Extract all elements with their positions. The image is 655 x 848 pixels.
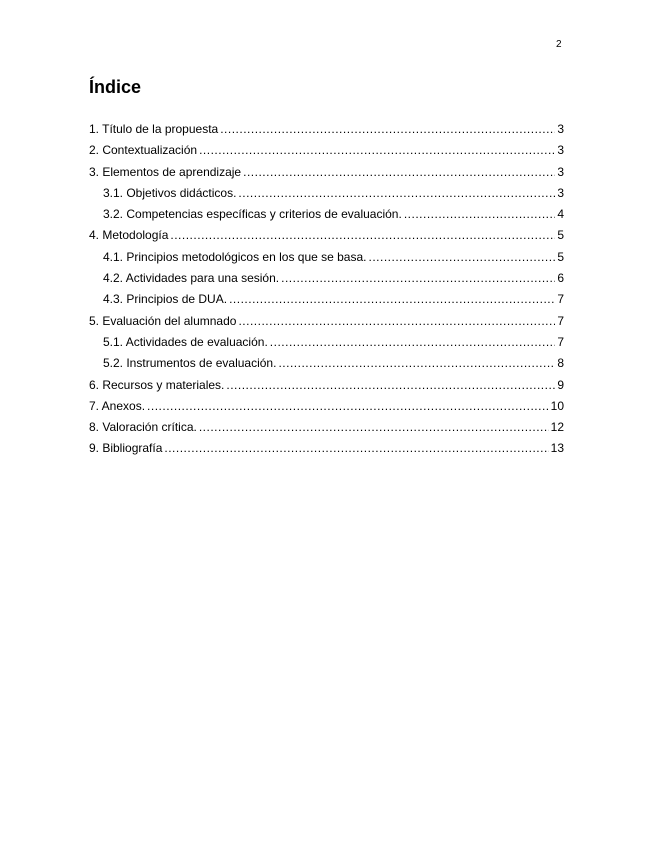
toc-entry[interactable] [89,268,564,289]
toc-dot-leader [238,183,555,204]
toc-entry-page: 12 [550,420,564,435]
toc-dot-leader [238,311,555,332]
toc-entry-page: 13 [550,441,564,456]
toc-entry-page: 6 [557,271,564,286]
toc-entry-label: 3.2. Competencias específicas y criterios de evaluación. [103,207,402,222]
toc-title: Índice [89,77,142,97]
page-number: 2 [556,39,562,50]
toc-entry-label: 5.2. Instrumentos de evaluación. [103,356,277,371]
toc-dot-leader [199,417,549,438]
toc-dot-leader [404,204,555,225]
toc-dot-leader [278,353,555,374]
toc-dot-leader [164,438,548,459]
toc-dot-leader [170,225,555,246]
toc-entry-page: 3 [557,122,564,136]
toc-entry[interactable] [89,183,564,204]
toc-entry-label: 5.1. Actividades de evaluación. [103,334,268,349]
toc-dot-leader [369,247,556,268]
toc-entry-page: 8 [557,356,564,371]
toc-entry[interactable] [89,311,564,332]
table-of-contents [89,119,564,460]
toc-entry-page: 3 [557,185,564,200]
toc-dot-leader [147,396,549,417]
toc-entry[interactable] [89,289,564,310]
toc-dot-leader [199,140,555,161]
toc-entry-label: 7. Anexos. [89,398,146,413]
toc-entry-page: 3 [557,164,564,179]
toc-entry-page: 4 [557,207,564,222]
toc-entry[interactable] [89,332,564,353]
toc-entry[interactable] [89,375,564,396]
toc-entry-page: 10 [550,398,564,413]
toc-entry-page: 5 [557,228,564,243]
toc-dot-leader [226,375,555,396]
toc-entry-page: 3 [557,143,564,158]
toc-dot-leader [229,289,555,310]
toc-entry[interactable] [89,119,564,140]
toc-entry-label: 4.3. Principios de DUA. [103,292,228,307]
toc-entry[interactable] [89,417,564,438]
toc-entry[interactable] [89,396,564,417]
toc-entry-label: 2. Contextualización [89,143,198,158]
toc-entry-label: 3. Elementos de aprendizaje [89,164,242,179]
toc-entry[interactable] [89,353,564,374]
toc-entry-page: 9 [557,377,564,392]
toc-entry-label: 3.1. Objetivos didácticos. [103,185,237,200]
toc-entry[interactable] [89,247,564,268]
toc-entry[interactable] [89,162,564,183]
toc-entry[interactable] [89,204,564,225]
toc-dot-leader [243,162,555,183]
toc-entry[interactable] [89,140,564,161]
toc-entry-page: 7 [557,334,564,349]
toc-entry-label: 4.1. Principios metodológicos en los que se basa. [103,249,367,264]
toc-entry-label: 8. Valoración crítica. [89,420,197,435]
toc-entry-label: 4.2. Actividades para una sesión. [103,271,280,286]
toc-entry-label: 1. Título de la propuesta [89,122,219,136]
toc-entry-label: 4. Metodología [89,228,169,243]
toc-entry[interactable] [89,438,564,459]
toc-entry-label: 6. Recursos y materiales. [89,377,225,392]
toc-entry-page: 7 [557,313,564,328]
toc-entry[interactable] [89,225,564,246]
toc-entry-label: 5. Evaluación del alumnado [89,313,237,328]
toc-entry-page: 5 [557,249,564,264]
toc-dot-leader [270,332,556,353]
toc-dot-leader [281,268,555,289]
toc-entry-label: 9. Bibliografía [89,441,163,456]
toc-dot-leader [220,119,555,140]
toc-entry-page: 7 [557,292,564,307]
